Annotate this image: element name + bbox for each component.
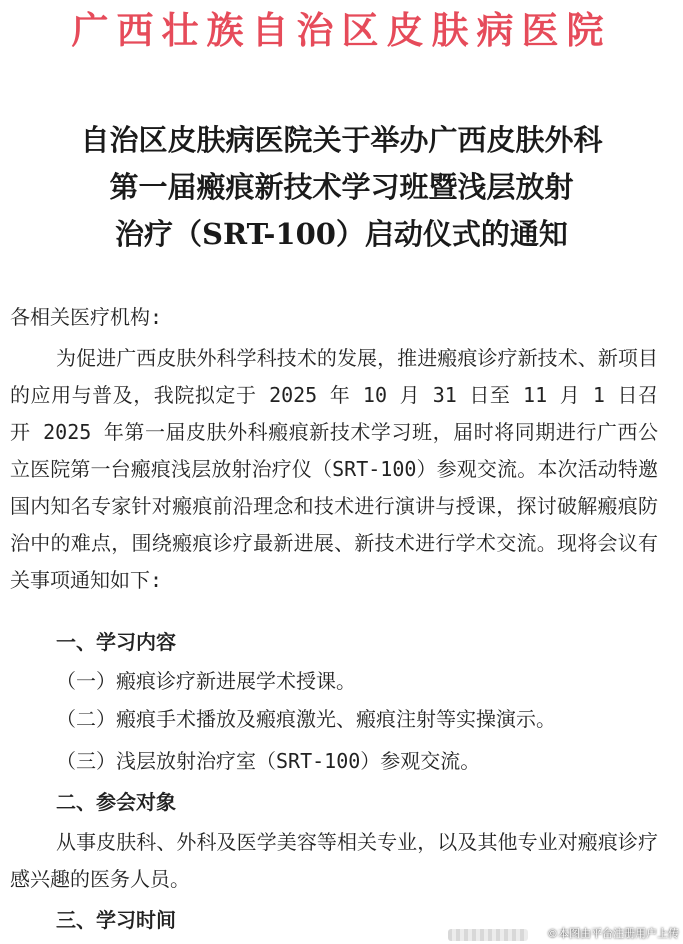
title-line-3: 治疗（SRT-100）启动仪式的通知 bbox=[115, 217, 568, 251]
participants-paragraph: 从事皮肤科、外科及医学美容等相关专业，以及其他专业对瘢痕诊疗感兴趣的医务人员。 bbox=[10, 830, 658, 891]
upload-watermark: ©本图由平台注册用户上传 bbox=[547, 927, 679, 940]
content-item-2: （二）瘢痕手术播放及瘢痕激光、瘢痕注射等实操演示。 bbox=[56, 707, 556, 731]
section-heading-content: 一、学习内容 bbox=[56, 630, 176, 654]
title-line-2: 第一届瘢痕新技术学习班暨浅层放射 bbox=[109, 170, 574, 204]
intro-paragraph: 为促进广西皮肤外科学科技术的发展，推进瘢痕诊疗新技术、新项目的应用与普及，我院拟定于 2025 年 10 月 31 日至 11 月 1 日召开 2025 年第一届皮肤外科瘢痕新技术学习班，届时将同期进行广西公立医院第一台瘢痕浅层放射治疗仪（SRT-100）参观交流。本次活动特邀国内知名专家针对瘢痕前沿理念和技术进行演讲与授课，探讨破解瘢痕防治中的难点，围绕瘢痕诊疗最新进展、新技术进行学术交流。现将会议有关事项通知如下: bbox=[10, 346, 658, 592]
blurred-username bbox=[448, 929, 528, 941]
salutation: 各相关医疗机构: bbox=[10, 305, 163, 329]
content-item-1: （一）瘢痕诊疗新进展学术授课。 bbox=[56, 669, 356, 693]
letterhead: 广西壮族自治区皮肤病医院 bbox=[71, 8, 612, 52]
section-heading-participants: 二、参会对象 bbox=[56, 790, 176, 814]
section-heading-time: 三、学习时间 bbox=[56, 908, 176, 932]
content-item-3: （三）浅层放射治疗室（SRT-100）参观交流。 bbox=[56, 749, 481, 773]
title-line-1: 自治区皮肤病医院关于举办广西皮肤外科 bbox=[80, 123, 603, 157]
